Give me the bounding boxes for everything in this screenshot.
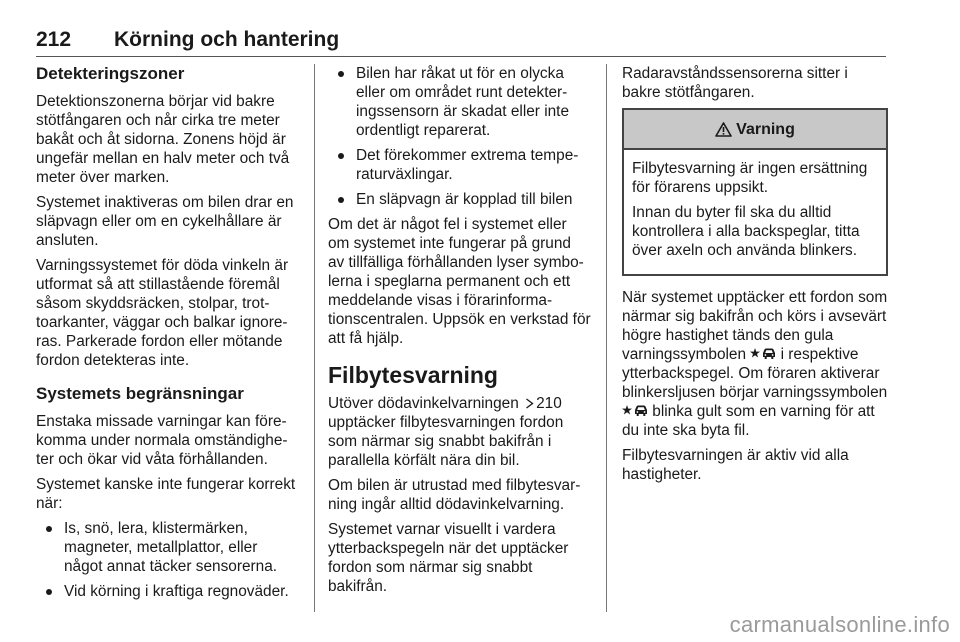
paragraph-zones: Detektionszonerna börjar vid bakre stötfångaren och når cirka tre meter bakåt och åt sidorna. Zonens höjd är ungefär mellan en halv meter och två meter över marken.	[36, 93, 290, 186]
warning-title: Varning	[736, 120, 795, 138]
chapter-title: Körning och hantering	[114, 28, 340, 51]
warning-header	[624, 110, 886, 150]
lane-change-warning-icon	[622, 404, 648, 417]
warning-body	[624, 150, 886, 274]
heading-lane-change-alert: Filbytesvarning	[328, 362, 498, 388]
paragraph-symbol-lights	[622, 288, 888, 440]
paragraph-system-fault: Om det är något fel i systemet eller om systemet inte fungerar på grund av tillfälliga förhållanden lyser symbolerna i speglarna permanent och ett meddelande visas i förarinformationscentralen. Uppsök en verkstad för att få hjälp.	[328, 216, 591, 347]
list-item: Vid körning i kraftiga regnoväder.	[36, 582, 300, 601]
limits-list-continued	[328, 64, 591, 209]
paragraph-lane-intro	[328, 394, 591, 470]
warning-box	[622, 108, 888, 276]
paragraph-may-not-work: Systemet kanske inte fungerar korrekt när:	[36, 476, 296, 512]
paragraph-missed-warnings: Enstaka missade varningar kan förekomma under normala omständigheter och ökar vid våta förhållanden.	[36, 413, 288, 468]
paragraph-deactivation: Systemet inaktiveras om bilen drar en släpvagn eller om en cykelhållare är ansluten.	[36, 194, 294, 249]
warning-triangle-icon	[715, 122, 732, 137]
text-segment: När systemet upptäcker ett fordon som närmar sig bakifrån och körs i avsevärt högre hastighet tänds den gula varningssymbolen	[622, 289, 888, 363]
paragraph-visual-warning: Systemet varnar visuellt i vardera ytterbackspegeln när det upptäcker fordon som närmar sig snabbt bakifrån.	[328, 521, 569, 595]
heading-system-limits: Systemets begränsningar	[36, 384, 244, 403]
list-item: Bilen har råkat ut för en olycka eller om området runt detekteringssensorn är skadat eller inte ordentligt reparerat.	[328, 64, 591, 140]
limits-list	[36, 519, 300, 601]
warning-text: Innan du byter fil ska du alltid kontrollera i alla backspeglar, titta över axeln och använda blinkers.	[632, 204, 860, 259]
column-3	[622, 64, 888, 490]
paragraph-equipped: Om bilen är utrustad med filbytesvarning ingår alltid dödavinkelvarning.	[328, 477, 581, 513]
warning-text: Filbytesvarning är ingen ersättning för förarens uppsikt.	[632, 160, 868, 196]
text-segment: blinka gult som en varning för att du inte ska byta fil.	[622, 403, 875, 439]
lane-change-warning-icon	[750, 347, 776, 360]
column-divider-right	[606, 64, 607, 612]
list-item: Is, snö, lera, klistermärken, magneter, metallplattor, eller något annat täcker sensorerna.	[36, 519, 300, 576]
column-1	[36, 64, 300, 607]
watermark: carmanualsonline.info	[729, 612, 950, 637]
paragraph-ignored-objects: Varningssystemet för döda vinkeln är utformat så att stillastående föremål såsom skyddsräcken, stolpar, trottoarkanter, väggar och balkar ignoreras. Parkerade fordon eller mötande fordon detekteras inte.	[36, 257, 289, 369]
paragraph-active-speeds: Filbytesvarningen är aktiv vid alla hastigheter.	[622, 447, 849, 483]
list-item: Det förekommer extrema temperaturväxlingar.	[328, 146, 591, 184]
page-reference-link[interactable]: 210	[536, 395, 562, 412]
column-2	[328, 64, 591, 602]
list-item: En släpvagn är kopplad till bilen	[328, 190, 591, 209]
text-segment: upptäcker filbytesvarningen fordon som närmar sig snabbt bakifrån i parallella körfält nära din bil.	[328, 414, 564, 469]
column-divider-left	[314, 64, 315, 612]
text-segment: i respektive ytterbackspegel. Om föraren aktiverar blinkersljusen börjar varningssymbolen	[622, 346, 888, 401]
page-header	[36, 26, 886, 57]
heading-detection-zones: Detekteringszoner	[36, 64, 185, 83]
page-number: 212	[36, 28, 72, 51]
paragraph-radar-sensors: Radaravståndssensorerna sitter i bakre stötfångaren.	[622, 65, 848, 101]
page-reference-arrow-icon	[525, 398, 534, 409]
text-segment: Utöver dödavinkelvarningen	[328, 395, 524, 412]
